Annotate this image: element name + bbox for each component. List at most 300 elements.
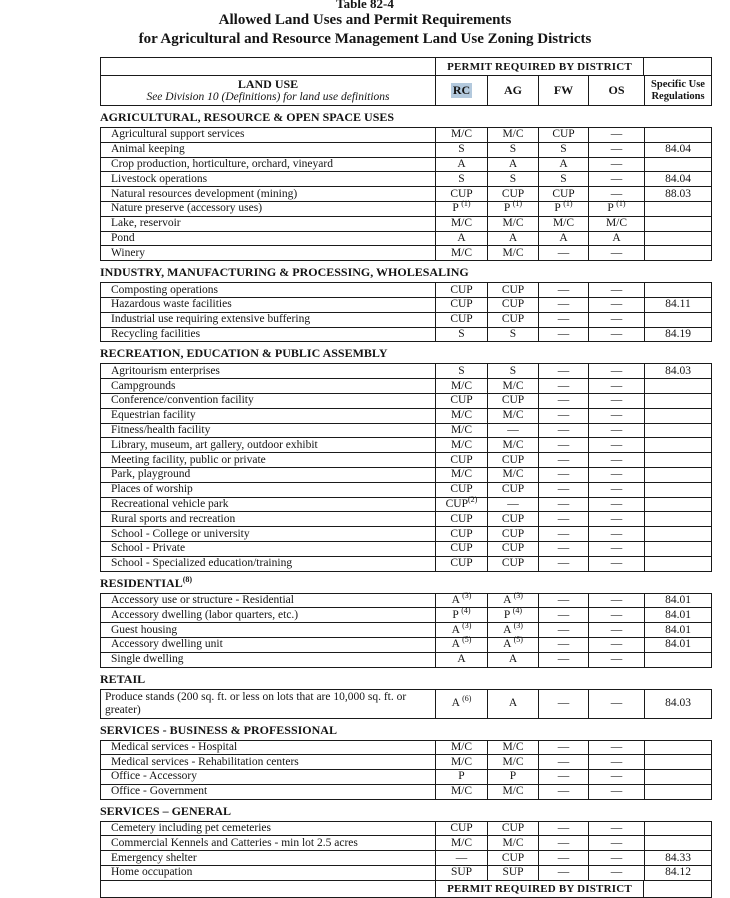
cell-district-ag xyxy=(487,851,538,865)
cell-specific-use xyxy=(644,866,711,880)
land-use-label: Emergency shelter xyxy=(111,851,197,864)
permit-value: P $^{(1)}$ xyxy=(503,199,523,215)
cell-district-ag xyxy=(487,755,538,769)
land-use-label: Office - Government xyxy=(111,785,208,798)
section-heading: INDUSTRY, MANUFACTURING & PROCESSING, WHOLESALING xyxy=(100,265,469,280)
cell-district-ag xyxy=(487,822,538,836)
permit-value: — xyxy=(557,453,570,466)
table-row xyxy=(101,607,711,622)
cell-district-rc xyxy=(435,438,487,452)
land-use-label: Industrial use requiring extensive buffering xyxy=(111,313,311,326)
permit-value: — xyxy=(557,423,570,436)
permit-value: A xyxy=(457,653,466,666)
cell-specific-use xyxy=(644,498,711,512)
permit-value: — xyxy=(610,423,623,436)
land-use-label: Natural resources development (mining) xyxy=(111,187,298,200)
permit-value: A $^{(3)}$ xyxy=(503,591,523,606)
cell-district-rc xyxy=(435,605,487,622)
permit-value: — xyxy=(557,785,570,798)
cell-district-rc xyxy=(435,468,487,482)
cell-specific-use xyxy=(644,202,711,216)
permit-value: A $^{(5)}$ xyxy=(503,635,523,651)
table-row xyxy=(101,850,711,865)
permit-value: — xyxy=(610,409,623,422)
permit-value: 84.01 xyxy=(665,593,691,606)
cell-specific-use xyxy=(644,557,711,571)
permit-value: CUP xyxy=(450,187,473,200)
cell-district-ag xyxy=(487,283,538,297)
cell-land-use xyxy=(101,638,435,652)
permit-value: — xyxy=(610,770,623,783)
cell-land-use xyxy=(101,557,435,571)
land-use-label: Accessory dwelling (labor quarters, etc.) xyxy=(111,608,299,621)
land-use-label: Campgrounds xyxy=(111,379,176,392)
permit-value: A $^{(5)}$ xyxy=(451,635,472,651)
permit-value: — xyxy=(507,497,519,510)
cell-district-ag xyxy=(487,483,538,497)
permit-value: 84.11 xyxy=(665,298,691,311)
table-row xyxy=(101,171,711,186)
cell-district-ag xyxy=(487,785,538,799)
cell-district-rc xyxy=(435,527,487,541)
permit-value: — xyxy=(557,468,570,481)
cell-district-ag xyxy=(487,770,538,784)
cell-district-ag xyxy=(487,690,538,718)
cell-specific-use xyxy=(644,690,711,718)
cell-district-fw xyxy=(538,217,588,231)
land-use-label: School - Specialized education/training xyxy=(111,557,293,570)
permit-value: M/C xyxy=(450,128,473,141)
permit-value: — xyxy=(557,836,570,849)
cell-land-use xyxy=(101,424,435,438)
land-use-label: Crop production, horticulture, orchard, vineyard xyxy=(111,157,333,170)
table-row xyxy=(101,865,711,880)
land-use-label: Accessory use or structure - Residential xyxy=(111,593,294,606)
permit-value: — xyxy=(557,512,570,525)
permit-value: S xyxy=(509,172,517,185)
table-row xyxy=(101,216,711,231)
cell-district-ag xyxy=(487,232,538,246)
cell-district-os xyxy=(588,232,644,246)
cell-district-os xyxy=(588,379,644,393)
cell-district-fw xyxy=(538,836,588,850)
cell-district-fw xyxy=(538,298,588,312)
cell-land-use xyxy=(101,822,435,836)
sections-container xyxy=(100,111,712,881)
cell-district-fw xyxy=(538,328,588,342)
cell-district-ag xyxy=(487,542,538,556)
permit-value: — xyxy=(610,497,623,510)
cell-district-rc xyxy=(435,232,487,246)
cell-land-use xyxy=(101,246,435,260)
permit-value: — xyxy=(557,246,570,259)
cell-specific-use xyxy=(644,438,711,452)
cell-district-ag xyxy=(487,328,538,342)
permit-value: M/C xyxy=(450,468,473,481)
cell-district-os xyxy=(588,468,644,482)
permit-value: — xyxy=(610,143,623,156)
cell-specific-use xyxy=(644,608,711,622)
cell-district-ag xyxy=(487,424,538,438)
land-use-label: Composting operations xyxy=(111,283,219,296)
section-table xyxy=(100,593,712,668)
cell-land-use xyxy=(101,594,435,608)
table-row xyxy=(101,327,711,342)
permit-value: CUP xyxy=(450,557,473,570)
cell-district-os xyxy=(588,283,644,297)
cell-land-use xyxy=(101,690,435,718)
permit-value: — xyxy=(610,313,623,326)
cell-district-ag xyxy=(487,246,538,260)
cell-specific-use xyxy=(644,187,711,201)
cell-district-rc xyxy=(435,512,487,526)
footer-permit-required-label: PERMIT REQUIRED BY DISTRICT xyxy=(435,881,644,897)
cell-specific-use xyxy=(644,822,711,836)
permit-value: A xyxy=(559,157,568,170)
permit-value: — xyxy=(610,557,623,570)
permit-value: M/C xyxy=(450,217,473,230)
district-rc-highlight: RC xyxy=(452,83,471,97)
specific-use-label: Specific Use Regulations xyxy=(651,78,705,102)
permit-value: SUP xyxy=(502,866,524,879)
cell-district-os xyxy=(588,594,644,608)
cell-district-rc xyxy=(435,328,487,342)
table-row xyxy=(101,754,711,769)
permit-value: M/C xyxy=(502,836,524,849)
permit-value: P xyxy=(509,770,517,783)
permit-value: A xyxy=(508,653,518,666)
permit-value: M/C xyxy=(450,438,473,451)
cell-district-rc xyxy=(435,172,487,186)
cell-land-use xyxy=(101,653,435,667)
cell-district-os xyxy=(588,364,644,378)
cell-district-rc xyxy=(435,755,487,769)
permit-value: CUP xyxy=(501,453,525,466)
cell-specific-use xyxy=(644,364,711,378)
table-row xyxy=(101,652,711,667)
permit-value: — xyxy=(557,593,570,606)
permit-value: CUP xyxy=(501,187,525,200)
cell-land-use xyxy=(101,364,435,378)
cell-district-ag xyxy=(487,158,538,172)
permit-value: A $^{(6)}$ xyxy=(451,694,472,709)
table-row xyxy=(101,556,711,571)
cell-specific-use xyxy=(644,594,711,608)
permit-value: P $^{(4)}$ xyxy=(503,605,523,621)
cell-specific-use xyxy=(644,246,711,260)
permit-value: CUP xyxy=(450,313,473,326)
section-table xyxy=(100,282,712,342)
cell-district-fw xyxy=(538,379,588,393)
cell-district-ag xyxy=(487,498,538,512)
permit-value: — xyxy=(610,187,623,200)
column-header-specific-use xyxy=(644,76,711,105)
cell-land-use xyxy=(101,512,435,526)
cell-land-use xyxy=(101,438,435,452)
cell-district-fw xyxy=(538,453,588,467)
table-row xyxy=(101,283,711,297)
cell-land-use xyxy=(101,172,435,186)
permit-value: — xyxy=(557,866,570,879)
cell-district-rc xyxy=(435,822,487,836)
land-use-label: School - College or university xyxy=(111,527,250,540)
cell-district-rc xyxy=(435,364,487,378)
permit-value: 84.33 xyxy=(665,851,691,864)
cell-district-fw xyxy=(538,822,588,836)
cell-district-os xyxy=(588,512,644,526)
land-use-label: Medical services - Hospital xyxy=(111,740,238,753)
permit-value: — xyxy=(610,512,623,525)
permit-value: S xyxy=(560,172,567,185)
permit-value: A $^{(3)}$ xyxy=(451,620,472,636)
cell-district-rc xyxy=(435,653,487,667)
cell-specific-use xyxy=(644,172,711,186)
cell-district-fw xyxy=(538,498,588,512)
cell-specific-use xyxy=(644,836,711,850)
cell-district-rc xyxy=(435,409,487,423)
cell-land-use xyxy=(101,468,435,482)
cell-specific-use xyxy=(644,755,711,769)
cell-land-use xyxy=(101,623,435,637)
permit-value: M/C xyxy=(450,379,473,392)
permit-value: S xyxy=(458,364,465,377)
cell-district-rc xyxy=(435,690,487,718)
table-row xyxy=(101,408,711,423)
permit-value: — xyxy=(610,623,623,636)
permit-value: M/C xyxy=(502,740,524,753)
cell-specific-use xyxy=(644,232,711,246)
permit-value: S xyxy=(509,327,517,340)
permit-value: M/C xyxy=(450,785,473,798)
cell-district-ag xyxy=(487,620,538,637)
cell-district-fw xyxy=(538,246,588,260)
header-empty-left xyxy=(101,58,435,75)
cell-district-os xyxy=(588,199,644,216)
cell-district-os xyxy=(588,690,644,718)
table-row xyxy=(101,835,711,850)
permit-value: M/C xyxy=(605,217,628,230)
cell-district-rc xyxy=(435,620,487,637)
cell-district-ag xyxy=(487,394,538,408)
permit-value: — xyxy=(610,866,623,879)
permit-value: 84.01 xyxy=(665,608,691,621)
permit-value: — xyxy=(610,822,623,835)
cell-district-os xyxy=(588,755,644,769)
permit-value: A $^{(3)}$ xyxy=(503,620,523,636)
cell-district-os xyxy=(588,608,644,622)
land-use-label: Cemetery including pet cemeteries xyxy=(111,822,271,835)
permit-value: 84.03 xyxy=(665,364,691,377)
cell-land-use xyxy=(101,217,435,231)
cell-specific-use xyxy=(644,468,711,482)
cell-specific-use xyxy=(644,283,711,297)
cell-district-os xyxy=(588,158,644,172)
permit-value: — xyxy=(507,423,519,436)
column-header-ag: AG xyxy=(487,76,538,105)
section-table xyxy=(100,740,712,800)
permit-value: 84.04 xyxy=(665,172,691,185)
cell-district-ag xyxy=(487,741,538,755)
permit-value: S xyxy=(509,143,517,156)
table-number: Table 82-4 xyxy=(336,0,394,11)
table-row xyxy=(101,423,711,438)
permit-value: P $^{(4)}$ xyxy=(452,605,471,621)
cell-district-rc xyxy=(435,158,487,172)
section-table xyxy=(100,821,712,881)
permit-value: — xyxy=(610,128,623,141)
footer-empty-right xyxy=(644,881,711,897)
table-row xyxy=(101,142,711,157)
cell-district-ag xyxy=(487,128,538,142)
cell-district-fw xyxy=(538,851,588,865)
cell-specific-use xyxy=(644,851,711,865)
permit-value: — xyxy=(557,653,570,666)
permit-value: A $^{(3)}$ xyxy=(451,591,472,606)
permit-value: CUP xyxy=(450,298,473,311)
land-use-label: Winery xyxy=(111,246,146,259)
permit-value: S xyxy=(458,327,465,340)
permit-value: CUP xyxy=(501,394,525,407)
table-row xyxy=(101,690,711,718)
cell-district-os xyxy=(588,638,644,652)
permit-value: M/C xyxy=(450,409,473,422)
footer-empty-left xyxy=(101,881,435,897)
land-use-label: Park, playground xyxy=(111,468,191,481)
permit-value: A xyxy=(457,231,466,244)
permit-required-label: PERMIT REQUIRED BY DISTRICT xyxy=(435,58,644,75)
cell-district-os xyxy=(588,438,644,452)
cell-district-fw xyxy=(538,483,588,497)
permit-value: 84.04 xyxy=(665,143,691,156)
land-use-label: Conference/convention facility xyxy=(111,394,254,407)
permit-value: P xyxy=(458,770,465,783)
cell-district-fw xyxy=(538,785,588,799)
cell-district-rc xyxy=(435,283,487,297)
cell-district-os xyxy=(588,172,644,186)
permit-value: M/C xyxy=(502,128,524,141)
permit-value: CUP xyxy=(501,527,525,540)
permit-value: M/C xyxy=(502,217,524,230)
permit-value: — xyxy=(610,453,623,466)
land-use-table xyxy=(100,57,712,898)
cell-district-os xyxy=(588,453,644,467)
permit-value: — xyxy=(557,364,570,377)
section-table xyxy=(100,689,712,719)
table-row xyxy=(101,452,711,467)
permit-value: — xyxy=(557,527,570,540)
land-use-label: Fitness/health facility xyxy=(111,423,211,436)
cell-district-rc xyxy=(435,199,487,216)
cell-land-use xyxy=(101,498,435,512)
land-use-label: Recycling facilities xyxy=(111,327,201,340)
permit-value: — xyxy=(610,785,623,798)
cell-district-rc xyxy=(435,770,487,784)
cell-district-os xyxy=(588,741,644,755)
permit-value: P $^{(1)}$ xyxy=(607,199,626,215)
permit-value: — xyxy=(610,379,623,392)
permit-value: M/C xyxy=(502,438,524,451)
cell-district-ag xyxy=(487,379,538,393)
cell-district-ag xyxy=(487,199,538,216)
cell-specific-use xyxy=(644,741,711,755)
cell-district-ag xyxy=(487,298,538,312)
permit-value: A xyxy=(508,157,518,170)
cell-specific-use xyxy=(644,298,711,312)
cell-specific-use xyxy=(644,453,711,467)
permit-value: 84.19 xyxy=(665,327,691,340)
cell-specific-use xyxy=(644,128,711,142)
cell-district-rc xyxy=(435,217,487,231)
land-use-label: Commercial Kennels and Catteries - min lot 2.5 acres xyxy=(111,836,358,849)
cell-district-os xyxy=(588,866,644,880)
permit-value: — xyxy=(557,327,570,340)
cell-district-ag xyxy=(487,605,538,622)
table-row xyxy=(101,312,711,327)
cell-district-rc xyxy=(435,453,487,467)
permit-value: M/C xyxy=(450,755,473,768)
land-use-label: Nature preserve (accessory uses) xyxy=(111,202,263,215)
permit-value: A xyxy=(457,157,466,170)
cell-land-use xyxy=(101,158,435,172)
permit-value: CUP xyxy=(552,187,575,200)
permit-value: — xyxy=(610,653,623,666)
cell-district-os xyxy=(588,527,644,541)
permit-value: P $^{(1)}$ xyxy=(554,199,573,215)
permit-value: SUP xyxy=(450,866,473,879)
cell-district-os xyxy=(588,498,644,512)
permit-value: M/C xyxy=(450,246,473,259)
cell-district-fw xyxy=(538,199,588,216)
land-use-label: Lake, reservoir xyxy=(111,217,181,230)
cell-district-fw xyxy=(538,755,588,769)
cell-district-os xyxy=(588,623,644,637)
land-use-label: Medical services - Rehabilitation centers xyxy=(111,755,299,768)
land-use-label: Equestrian facility xyxy=(111,409,196,422)
table-row xyxy=(101,541,711,556)
land-use-label: Places of worship xyxy=(111,483,193,496)
permit-value: P $^{(1)}$ xyxy=(452,199,471,215)
land-use-subtitle: See Division 10 (Definitions) for land use definitions xyxy=(146,90,390,103)
permit-value: — xyxy=(557,483,570,496)
cell-district-os xyxy=(588,143,644,157)
permit-value: — xyxy=(610,638,623,651)
land-use-label: Pond xyxy=(111,231,135,244)
cell-district-rc xyxy=(435,298,487,312)
cell-specific-use xyxy=(644,379,711,393)
cell-district-ag xyxy=(487,364,538,378)
cell-district-ag xyxy=(487,557,538,571)
table-row xyxy=(101,511,711,526)
land-use-label: Agritourism enterprises xyxy=(111,364,220,377)
cell-district-rc xyxy=(435,394,487,408)
cell-district-rc xyxy=(435,785,487,799)
land-use-label: Library, museum, art gallery, outdoor exhibit xyxy=(111,438,318,451)
cell-district-fw xyxy=(538,424,588,438)
land-use-label: Accessory dwelling unit xyxy=(111,638,223,651)
permit-value: — xyxy=(557,542,570,555)
cell-district-ag xyxy=(487,653,538,667)
cell-district-fw xyxy=(538,409,588,423)
cell-district-fw xyxy=(538,608,588,622)
cell-district-os xyxy=(588,542,644,556)
document-title xyxy=(0,0,730,49)
cell-district-fw xyxy=(538,741,588,755)
table-row xyxy=(101,467,711,482)
cell-district-fw xyxy=(538,232,588,246)
section-heading: SERVICES - BUSINESS & PROFESSIONAL xyxy=(100,722,337,737)
cell-district-os xyxy=(588,298,644,312)
cell-district-fw xyxy=(538,143,588,157)
